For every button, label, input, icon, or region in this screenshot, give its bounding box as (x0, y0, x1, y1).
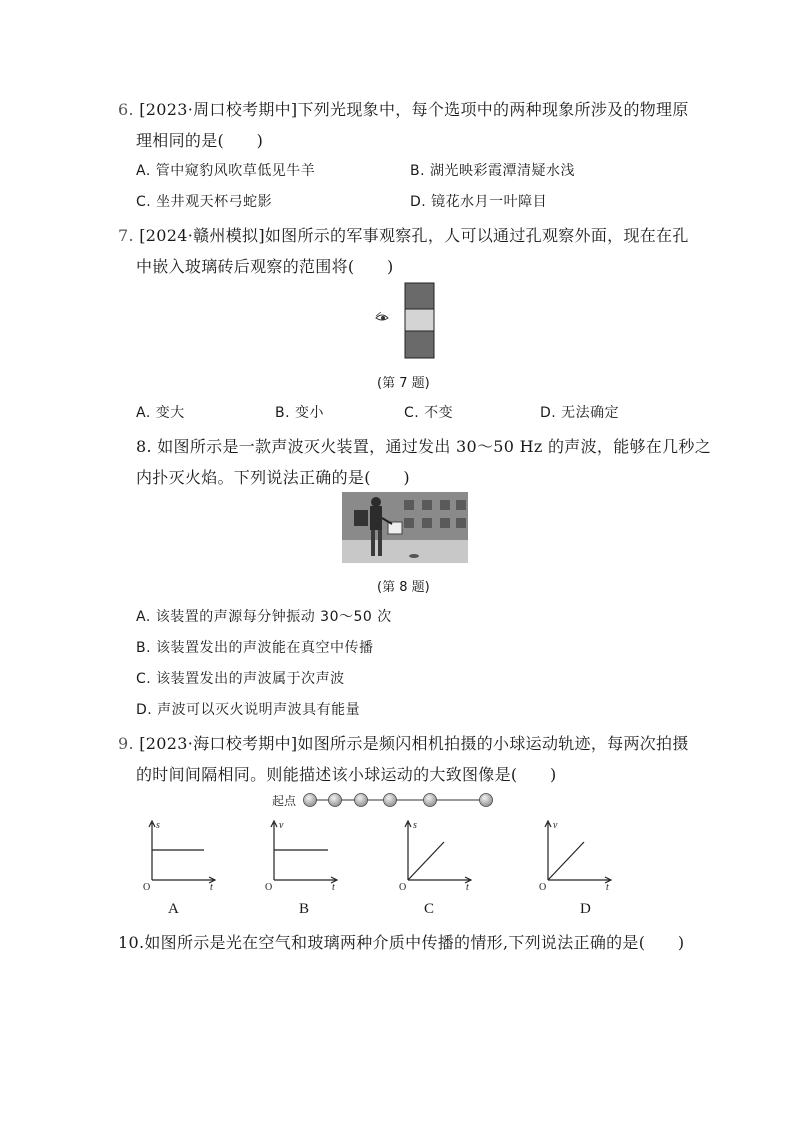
q9-stem-line2: 的时间间隔相同。则能描述该小球运动的大致图像是( ) (136, 765, 557, 784)
observation-hole-glass (405, 309, 434, 331)
strobe-trajectory (300, 790, 500, 810)
graph-a-x-label: t (210, 882, 213, 893)
start-point-label: 起点 (272, 794, 297, 808)
graph-a (142, 818, 222, 893)
q9-stem-text: [2023·海口校考期中]如图所示是频闪相机拍摄的小球运动轨迹，每两次拍摄 (139, 734, 689, 753)
q8-caption: (第 8 题) (377, 580, 430, 595)
eye-icon (376, 312, 388, 320)
q6-option-b[interactable]: B. 湖光映彩霞潭清疑水浅 (410, 163, 576, 179)
q6-stem-line2: 理相同的是( ) (136, 131, 264, 150)
q8-option-d[interactable]: D. 声波可以灭火说明声波具有能量 (136, 702, 361, 718)
graph-c-line (408, 842, 444, 880)
q7-stem-line1 (118, 223, 689, 246)
q7-figure (372, 282, 436, 360)
q7-caption: (第 7 题) (377, 376, 430, 391)
graph-b (264, 818, 344, 893)
q8-stem-line1: 8. 如图所示是一款声波灭火装置，通过发出 30～50 Hz 的声波，能够在几秒之 (136, 437, 712, 456)
q6-option-c[interactable]: C. 坐井观天杯弓蛇影 (136, 194, 273, 210)
q7-option-d[interactable]: D. 无法确定 (540, 405, 620, 421)
graph-b-x-label: t (332, 882, 335, 893)
graph-b-origin: O (265, 882, 273, 893)
graph-a-origin: O (143, 882, 151, 893)
graph-a-label[interactable]: A (168, 901, 179, 917)
q7-stem-line2: 中嵌入玻璃砖后观察的范围将( ) (136, 257, 394, 276)
graph-c-x-label: t (466, 882, 469, 893)
q7-stem-text: [2024·赣州模拟]如图所示的军事观察孔，人可以通过孔观察外面，现在在孔 (139, 226, 689, 245)
q8-option-b[interactable]: B. 该装置发出的声波能在真空中传播 (136, 640, 374, 656)
ball-position (424, 794, 437, 807)
ball-position (355, 794, 368, 807)
graph-d-y-label: v (553, 820, 558, 831)
q6-option-d[interactable]: D. 镜花水月一叶障目 (410, 194, 548, 210)
graph-d-line (548, 842, 584, 880)
graph-d-label[interactable]: D (580, 901, 591, 917)
q7-number: 7. (118, 226, 134, 245)
q7-option-c[interactable]: C. 不变 (404, 405, 454, 421)
q6-stem-line1 (118, 97, 689, 120)
q8-stem-line2: 内扑灭火焰。下列说法正确的是( ) (136, 468, 410, 487)
observation-wall-top (405, 283, 434, 309)
q7-option-b[interactable]: B. 变小 (275, 405, 325, 421)
graph-d-x-label: t (606, 882, 609, 893)
ball-position (384, 794, 397, 807)
graph-c-origin: O (399, 882, 407, 893)
q9-stem-line1 (118, 731, 689, 754)
ball-position (329, 794, 342, 807)
graph-b-y-label: v (279, 820, 284, 831)
graph-a-y-label: s (156, 820, 160, 831)
graph-b-label[interactable]: B (299, 901, 310, 917)
q8-option-a[interactable]: A. 该装置的声源每分钟振动 30～50 次 (136, 609, 392, 625)
graph-c (398, 818, 478, 893)
ball-position (304, 794, 317, 807)
q9-number: 9. (118, 734, 134, 753)
q6-stem-text: [2023·周口校考期中]下列光现象中，每个选项中的两种现象所涉及的物理原 (139, 100, 689, 119)
graph-c-y-label: s (413, 820, 417, 831)
q7-option-a[interactable]: A. 变大 (136, 405, 185, 421)
ball-position (480, 794, 493, 807)
q10-stem-line1: 10.如图所示是光在空气和玻璃两种介质中传播的情形,下列说法正确的是( ) (118, 933, 685, 952)
q6-number: 6. (118, 100, 134, 119)
q6-option-a[interactable]: A. 管中窥豹风吹草低见牛羊 (136, 163, 316, 179)
graph-c-label[interactable]: C (424, 901, 435, 917)
graph-d-origin: O (539, 882, 547, 893)
q8-option-c[interactable]: C. 该装置发出的声波属于次声波 (136, 671, 345, 687)
q8-photo (342, 492, 468, 563)
observation-wall-bottom (405, 331, 434, 358)
graph-d (538, 818, 618, 893)
